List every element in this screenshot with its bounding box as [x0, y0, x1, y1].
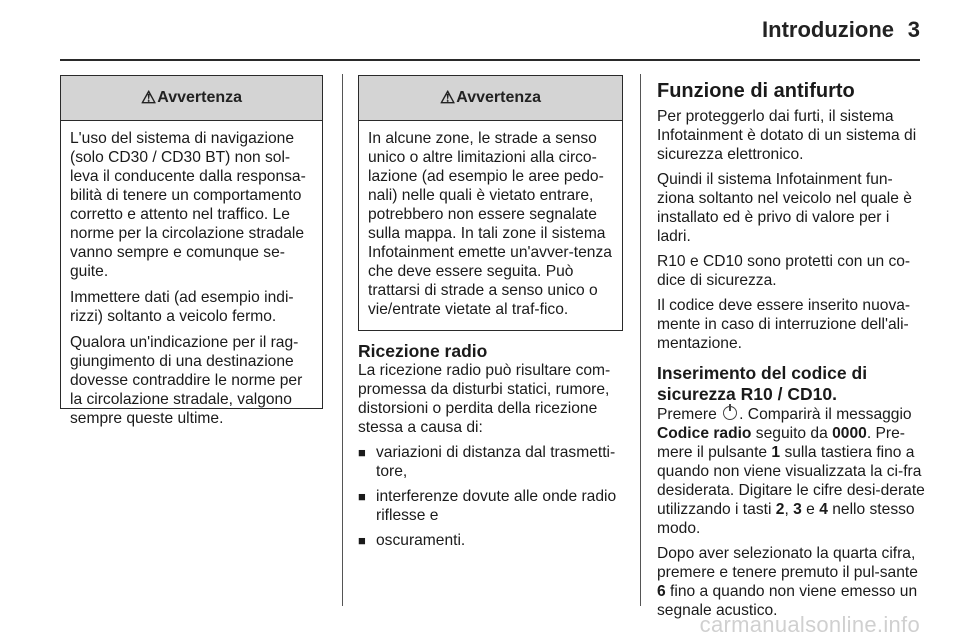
warning-box-navigation	[60, 75, 323, 427]
warning-triangle-icon: ⚠	[439, 88, 456, 107]
section-paragraph: Dopo aver selezionato la quarta cifra, premere e tenere premuto il pul-sante 6 fino a quando non viene emesso un segnale acustico.	[657, 545, 918, 619]
section-paragraph: Premere . Comparirà il messaggio Codice radio seguito da 0000. Pre-mere il pulsante 1 sulla tastiera fino a quando non viene visualizzata la ci-fra desiderata. Digitare le cifre desi-derate utilizzando i tasti 2, 3 e 4 nello stesso modo.	[657, 406, 925, 537]
warning-label: Avvertenza	[456, 89, 542, 106]
list-item: ■ interferenze dovute alle onde radio riflesse e	[358, 488, 617, 524]
list-item: ■ variazioni di distanza dal trasmetti-tore,	[358, 444, 616, 480]
column-divider-right	[640, 74, 641, 606]
default-code: 0000	[832, 425, 867, 442]
warning-header	[359, 76, 622, 121]
warning-label: Avvertenza	[157, 89, 243, 106]
warning-paragraph: Immettere dati (ad esempio indi-rizzi) soltanto a veicolo fermo.	[70, 289, 294, 325]
section-antitheft	[657, 80, 925, 626]
bullet-square-icon: ■	[358, 489, 366, 504]
chapter-title: Introduzione	[762, 17, 894, 42]
bullet-list	[358, 443, 624, 550]
page-number: 3	[907, 17, 920, 42]
warning-paragraph: Qualora un'indicazione per il rag-giungimento di una destinazione dovesse contraddire le norme per la circolazione stradale, valgono sempre queste ultime.	[70, 334, 303, 427]
key-label: 1	[771, 444, 781, 461]
key-label: 2	[775, 501, 785, 518]
warning-body	[359, 121, 622, 319]
warning-paragraph: In alcune zone, le strade a senso unico o altre limitazioni alla circo-lazione (ad esempio le aree pedo-nali) nelle quali è vietato entrare, potrebbero non essere segnalate sulla mappa. In tali zone il sistema Infotainment emette un'avver-tenza che deve essere seguita. Può trattarsi di strade a senso unico o vie/entrate vietate al traf-fico.	[368, 130, 612, 318]
column-divider-left	[342, 74, 343, 606]
warning-body	[61, 121, 322, 428]
section-paragraph: Per proteggerlo dai furti, il sistema Infotainment è dotato di un sistema di sicurezza elettronico.	[657, 108, 917, 163]
section-radio-reception	[358, 341, 624, 556]
key-label: 6	[657, 583, 666, 600]
display-message: Codice radio	[657, 425, 752, 442]
key-label: 4	[819, 501, 828, 518]
watermark: carmanualsonline.info	[699, 612, 920, 637]
section-paragraph: R10 e CD10 sono protetti con un co-dice di sicurezza.	[657, 253, 911, 289]
warning-triangle-icon: ⚠	[140, 88, 157, 107]
key-label: 3	[793, 501, 802, 518]
section-heading: Funzione di antifurto	[657, 80, 855, 102]
list-item: ■ oscuramenti.	[358, 532, 466, 549]
section-paragraph: Quindi il sistema Infotainment fun-ziona soltanto nel veicolo nel quale è installato ed è privo di valore per i ladri.	[657, 171, 912, 245]
subsection-heading: Inserimento del codice di sicurezza R10 / CD10.	[657, 363, 868, 404]
section-paragraph: La ricezione radio può risultare com-promessa da disturbi statici, rumore, distorsioni o perdita della ricezione stessa a causa di:	[358, 362, 611, 436]
warning-header	[61, 76, 322, 121]
page-header	[0, 0, 960, 62]
bullet-square-icon: ■	[358, 533, 366, 548]
warning-paragraph: L'uso del sistema di navigazione (solo CD30 / CD30 BT) non sol-leva il conducente dalla responsa-bilità di tenere un comportamento corretto e attento nel traffico. Le norme per la circolazione stradale vanno sempre e comunque se-guite.	[70, 130, 306, 280]
warning-box-map	[358, 75, 623, 331]
bullet-square-icon: ■	[358, 445, 366, 460]
section-paragraph: Il codice deve essere inserito nuova-mente in caso di interruzione dell'ali-mentazione.	[657, 297, 911, 352]
power-button-icon	[723, 406, 737, 420]
section-heading: Ricezione radio	[358, 341, 488, 361]
header-rule	[60, 59, 920, 61]
